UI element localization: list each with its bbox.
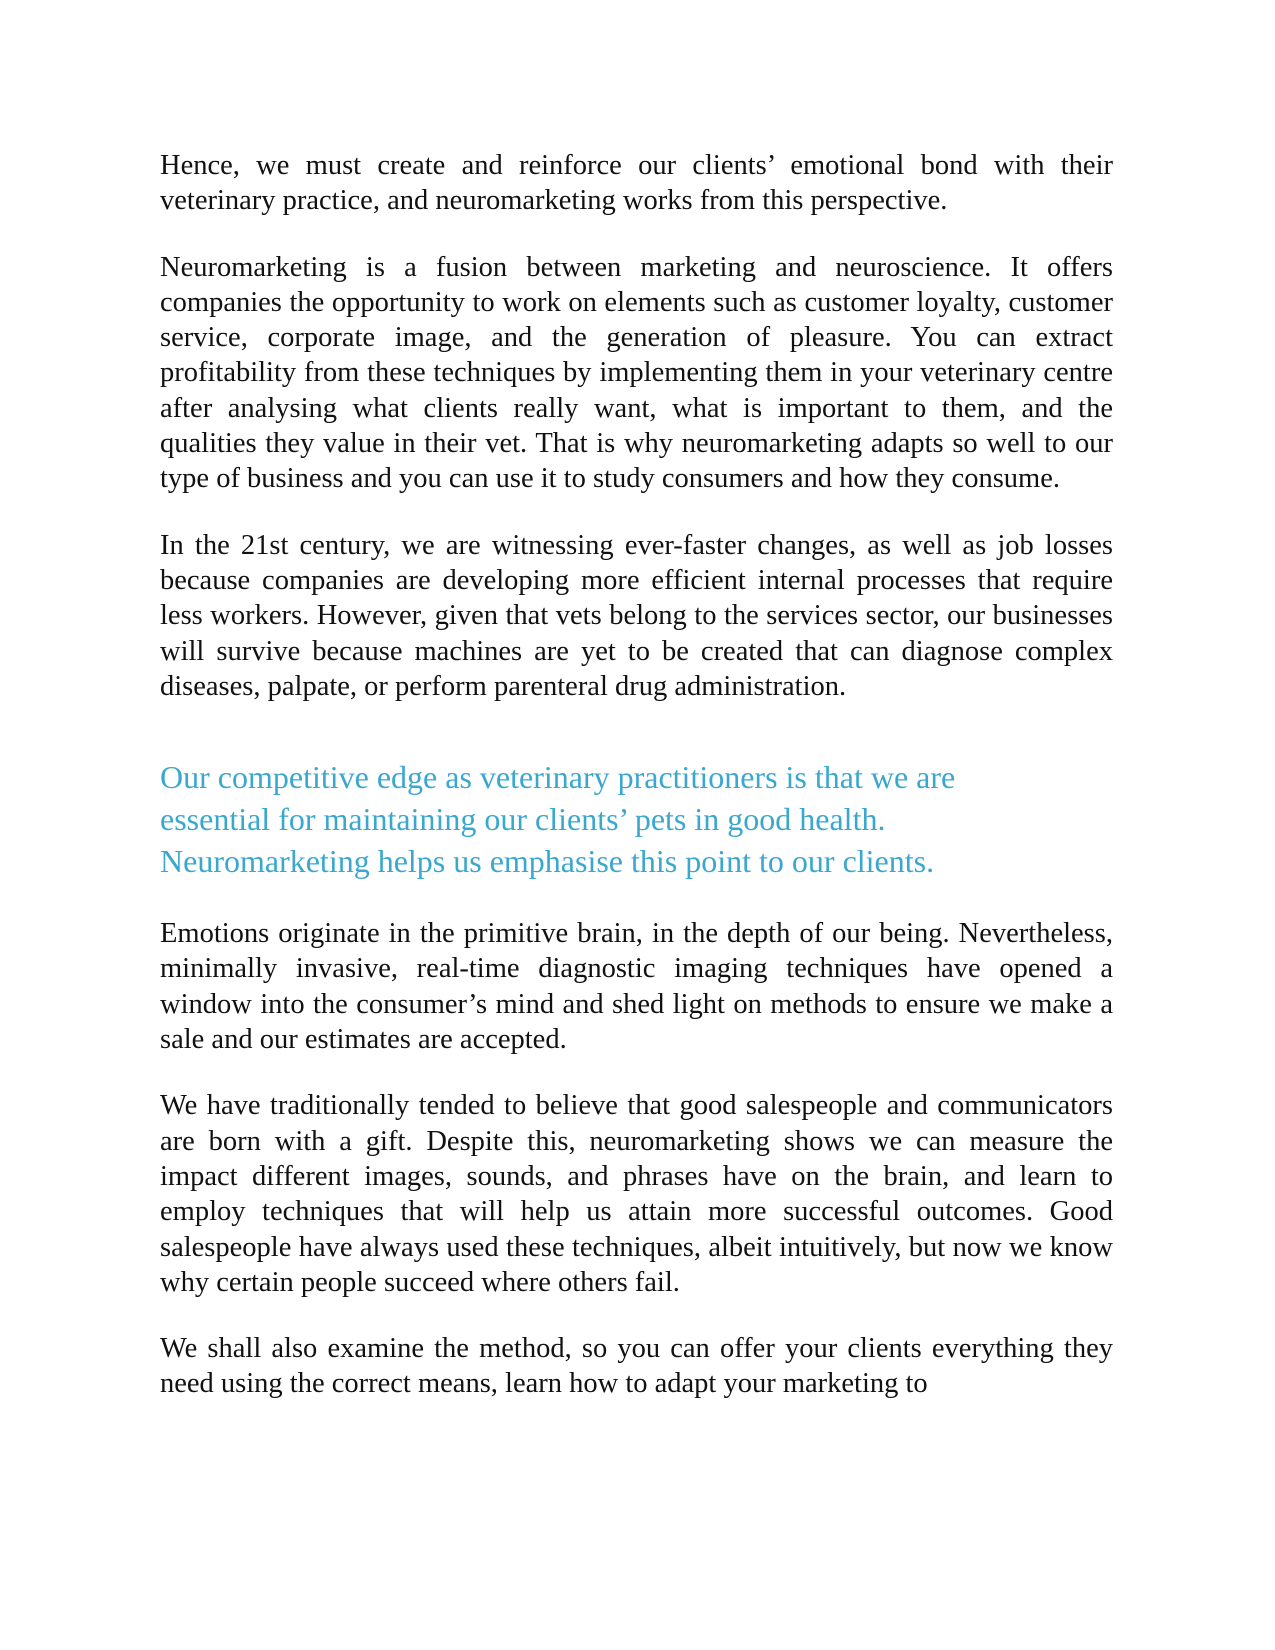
paragraph-emotional-bond: Hence, we must create and reinforce our clients’ emotional bond with their veterinary practice, and neuromarketing works from this perspective.: [160, 150, 1113, 217]
paragraph-emotions: Emotions originate in the primitive brain, in the depth of our being. Nevertheless, minimally invasive, real-time diagnostic imaging techniques have opened a window into the consumer’s mind and shed light on methods to ensure we make a sale and our estimates are accepted.: [160, 918, 1113, 1056]
pull-quote-line: Our competitive edge as veterinary practitioners is that we are: [160, 759, 956, 796]
document-page: [160, 148, 1113, 1402]
paragraph-salespeople: We have traditionally tended to believe that good salespeople and communicators are born with a gift. Despite this, neuromarketing shows we can measure the impact different images, sounds, and phrases have on the brain, and learn to employ techniques that will help us attain more successful outcomes. Good salespeople have always used these techniques, albeit intuitively, but now we know why certain people succeed where others fail.: [160, 1090, 1113, 1298]
paragraph-neuromarketing-definition: Neuromarketing is a fusion between marketing and neuroscience. It offers companies the opportunity to work on elements such as customer loyalty, customer service, corporate image, and the generation of pleasure. You can extract profitability from these techniques by implementing them in your veterinary centre after analysing what clients really want, what is important to them, and the qualities they value in their vet. That is why neuromarketing adapts so well to our type of business and you can use it to study consumers and how they consume.: [160, 251, 1113, 495]
pull-quote: [160, 756, 1113, 882]
pull-quote-line: essential for maintaining our clients’ pets in good health.: [160, 801, 886, 838]
pull-quote-line: Neuromarketing helps us emphasise this point to our clients.: [160, 843, 935, 880]
paragraph-21st-century: In the 21st century, we are witnessing ever-faster changes, as well as job losses because companies are developing more efficient internal processes that require less workers. However, given that vets belong to the services sector, our businesses will survive because machines are yet to be created that can diagnose complex diseases, palpate, or perform parenteral drug administration.: [160, 529, 1113, 702]
paragraph-method: We shall also examine the method, so you can offer your clients everything they need using the correct means, learn how to adapt your marketing to: [160, 1333, 1113, 1400]
